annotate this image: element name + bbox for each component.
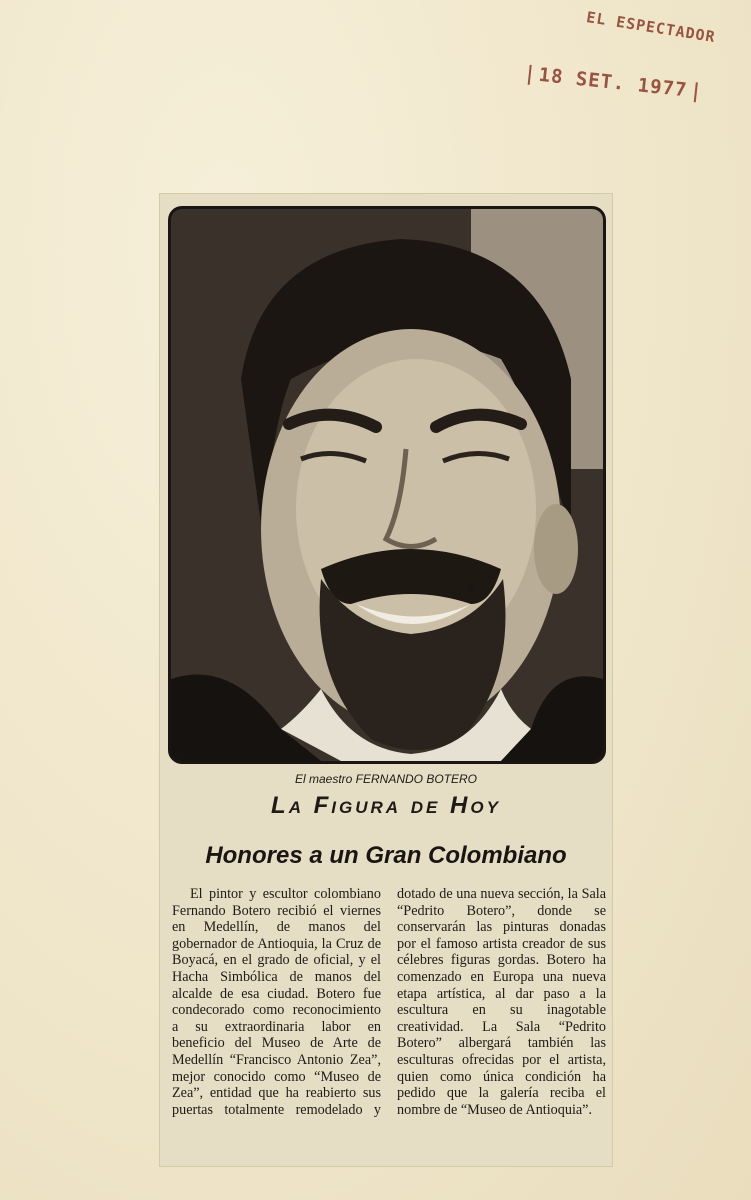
photo-caption: El maestro FERNANDO BOTERO [294,772,478,786]
stamp-bar-left [528,64,532,84]
newspaper-stamp: EL ESPECTADOR [585,8,717,47]
date-stamp-text: 18 SET. 1977 [537,63,689,102]
portrait-photo [168,206,606,764]
date-stamp [520,62,707,103]
section-title: La Figura de Hoy [271,792,501,819]
portrait-illustration [171,209,603,761]
article-headline: Honores a un Gran Colombiano [205,842,567,869]
newspaper-clipping [160,194,612,1166]
stamp-bar-right [694,82,698,102]
article-body: El pintor y escultor colombiano Fernando Botero recibió el viernes en Medellín, de manos del gobernador de Antioquia, la Cruz de Boyacá, en el grado de oficial, y el Hacha Simbólica de manos del alcalde de esa ciudad. Botero fue condecorado como reconocimiento a su extraordinaria labor en beneficio del Museo de Arte de Medellín “Francisco Antonio Zea”, mejor conocido como “Museo de Zea”, entidad que ha reabierto sus puertas totalmente remodelado y dotado de una nueva sección, la Sala “Pedrito Botero”, donde se conservarán las pinturas donadas por el famoso artista creador de sus célebres figuras gordas. Botero ha comenzado en Europa una nueva etapa artística, al dar paso a la escultura en su inagotable creatividad. La Sala “Pedrito Botero” albergará también las esculturas ofrecidas por el artista, quien como única condición ha pedido que la galería reciba el nombre de “Museo de Antioquia”. [172,886,606,1118]
